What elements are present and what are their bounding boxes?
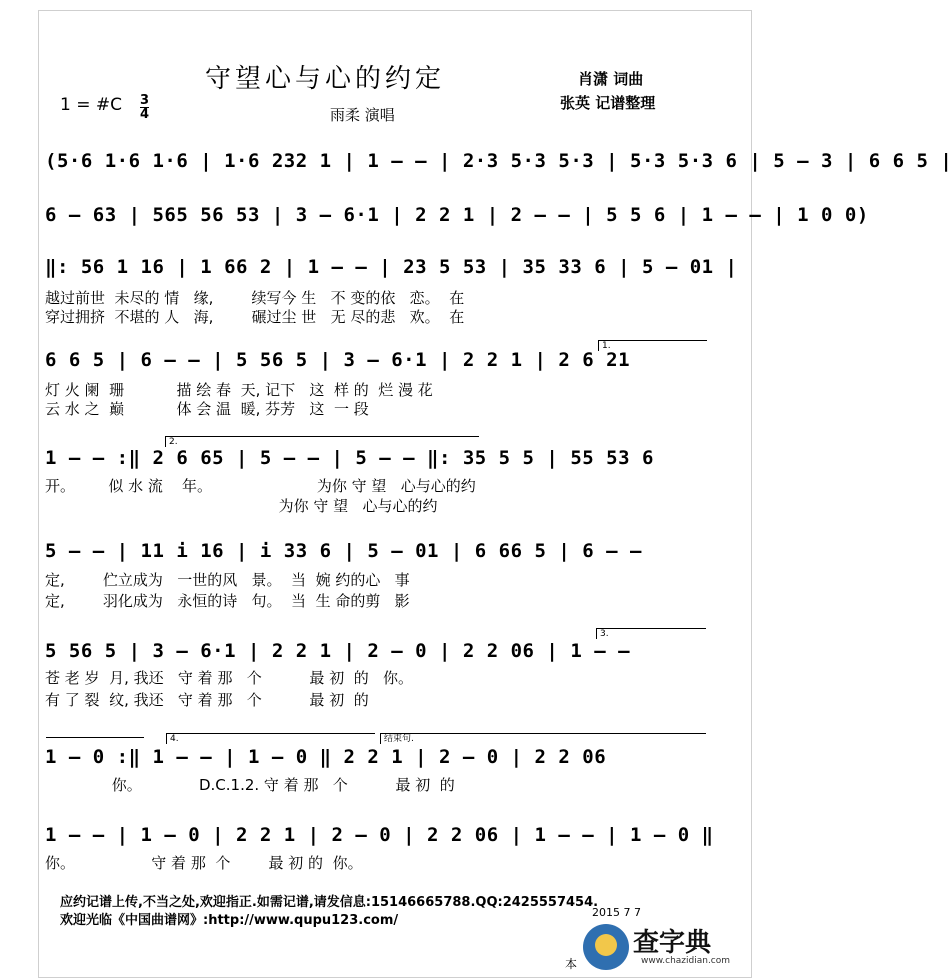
volta-bracket-4: 4. — [166, 733, 375, 744]
footer-website: 欢迎光临《中国曲谱网》:http://www.qupu123.com/ — [60, 913, 399, 928]
music-row: (5·6 1·6 1·6 | 1·6 232 1 | 1 — — | 2·3 5·3 5·3 | 5·3 5·3 6 | 5 — 3 | 6 6 5 | — [45, 150, 952, 172]
lyric-line: 为你 守 望 心与心的约 — [45, 497, 438, 515]
song-title: 守望心与心的约定 — [205, 64, 446, 94]
music-row: 1 — 0 :‖ 1 — — | 1 — 0 ‖ 2 2 1 | 2 — 0 | 2 2 06 — [45, 746, 607, 768]
lyric-line: 有 了 裂 纹, 我还 守 着 那 个 最 初 的 — [45, 691, 369, 709]
lyric-line: 灯 火 阑 珊 描 绘 春 天, 记下 这 样 的 烂 漫 花 — [45, 381, 433, 399]
lyric-line: 定, 伫立成为 一世的风 景。 当 婉 约的心 事 — [45, 571, 410, 589]
meter-bottom: 4 — [140, 107, 150, 122]
lyric-line: 定, 羽化成为 永恒的诗 句。 当 生 命的剪 影 — [45, 592, 410, 610]
corner-character: 本 — [565, 957, 578, 971]
date: 2015 7 7 — [592, 906, 641, 919]
music-row: 5 56 5 | 3 — 6·1 | 2 2 1 | 2 — 0 | 2 2 06 | 1 — — — [45, 640, 631, 662]
music-row: ‖: 56 1 16 | 1 66 2 | 1 — — | 23 5 53 | 35 33 6 | 5 — 01 | — [45, 256, 738, 278]
music-row: 6 6 5 | 6 — — | 5 56 5 | 3 — 6·1 | 2 2 1 | 2 6 21 — [45, 349, 631, 371]
lyric-line: 苍 老 岁 月, 我还 守 着 那 个 最 初 的 你。 — [45, 669, 414, 687]
tie-line — [46, 737, 144, 738]
watermark-logo — [583, 920, 743, 975]
volta-bracket-3: 3. — [596, 628, 706, 639]
ending-bracket: 结束句. — [380, 733, 706, 744]
lyric-line: 你。 D.C.1.2. 守 着 那 个 最 初 的 — [45, 776, 455, 794]
volta-bracket-1: 1. — [598, 340, 707, 351]
watermark-brand: 查字典 — [633, 928, 712, 958]
volta-bracket-2: 2. — [165, 436, 479, 447]
lyric-line: 你。 守 着 那 个 最 初 的 你。 — [45, 854, 363, 872]
transcriber: 张英 记谱整理 — [560, 94, 656, 112]
meter-top: 3 — [140, 93, 150, 108]
time-signature — [140, 94, 149, 121]
lyric-line: 开。 似 水 流 年。 为你 守 望 心与心的约 — [45, 477, 476, 495]
lyricist-composer: 肖潇 词曲 — [578, 70, 644, 88]
footer-notice: 应约记谱上传,不当之处,欢迎指正.如需记谱,请发信息:15146665788.QQ:2425557454. — [60, 895, 599, 910]
music-row: 5 — — | 11 i 16 | i 33 6 | 5 — 01 | 6 66 5 | 6 — — — [45, 540, 642, 562]
graduation-cap-icon — [583, 924, 629, 970]
lyric-line: 云 水 之 巅 体 会 温 暖, 芬芳 这 一 段 — [45, 400, 369, 418]
key-signature: 1 = #C — [60, 95, 122, 115]
music-row: 1 — — :‖ 2 6 65 | 5 — — | 5 — — ‖: 35 5 5 | 55 53 6 — [45, 447, 654, 469]
lyric-line: 穿过拥挤 不堪的 人 海, 碾过尘 世 无 尽的悲 欢。 在 — [45, 308, 465, 326]
watermark-site: www.chazidian.com — [641, 956, 731, 966]
singer: 雨柔 演唱 — [330, 106, 395, 124]
lyric-line: 越过前世 未尽的 情 缘, 续写今 生 不 变的依 恋。 在 — [45, 289, 465, 307]
music-row: 1 — — | 1 — 0 | 2 2 1 | 2 — 0 | 2 2 06 | 1 — — | 1 — 0 ‖ — [45, 824, 714, 846]
music-row: 6 — 63 | 565 56 53 | 3 — 6·1 | 2 2 1 | 2 — — | 5 5 6 | 1 — — | 1 0 0) — [45, 204, 869, 226]
